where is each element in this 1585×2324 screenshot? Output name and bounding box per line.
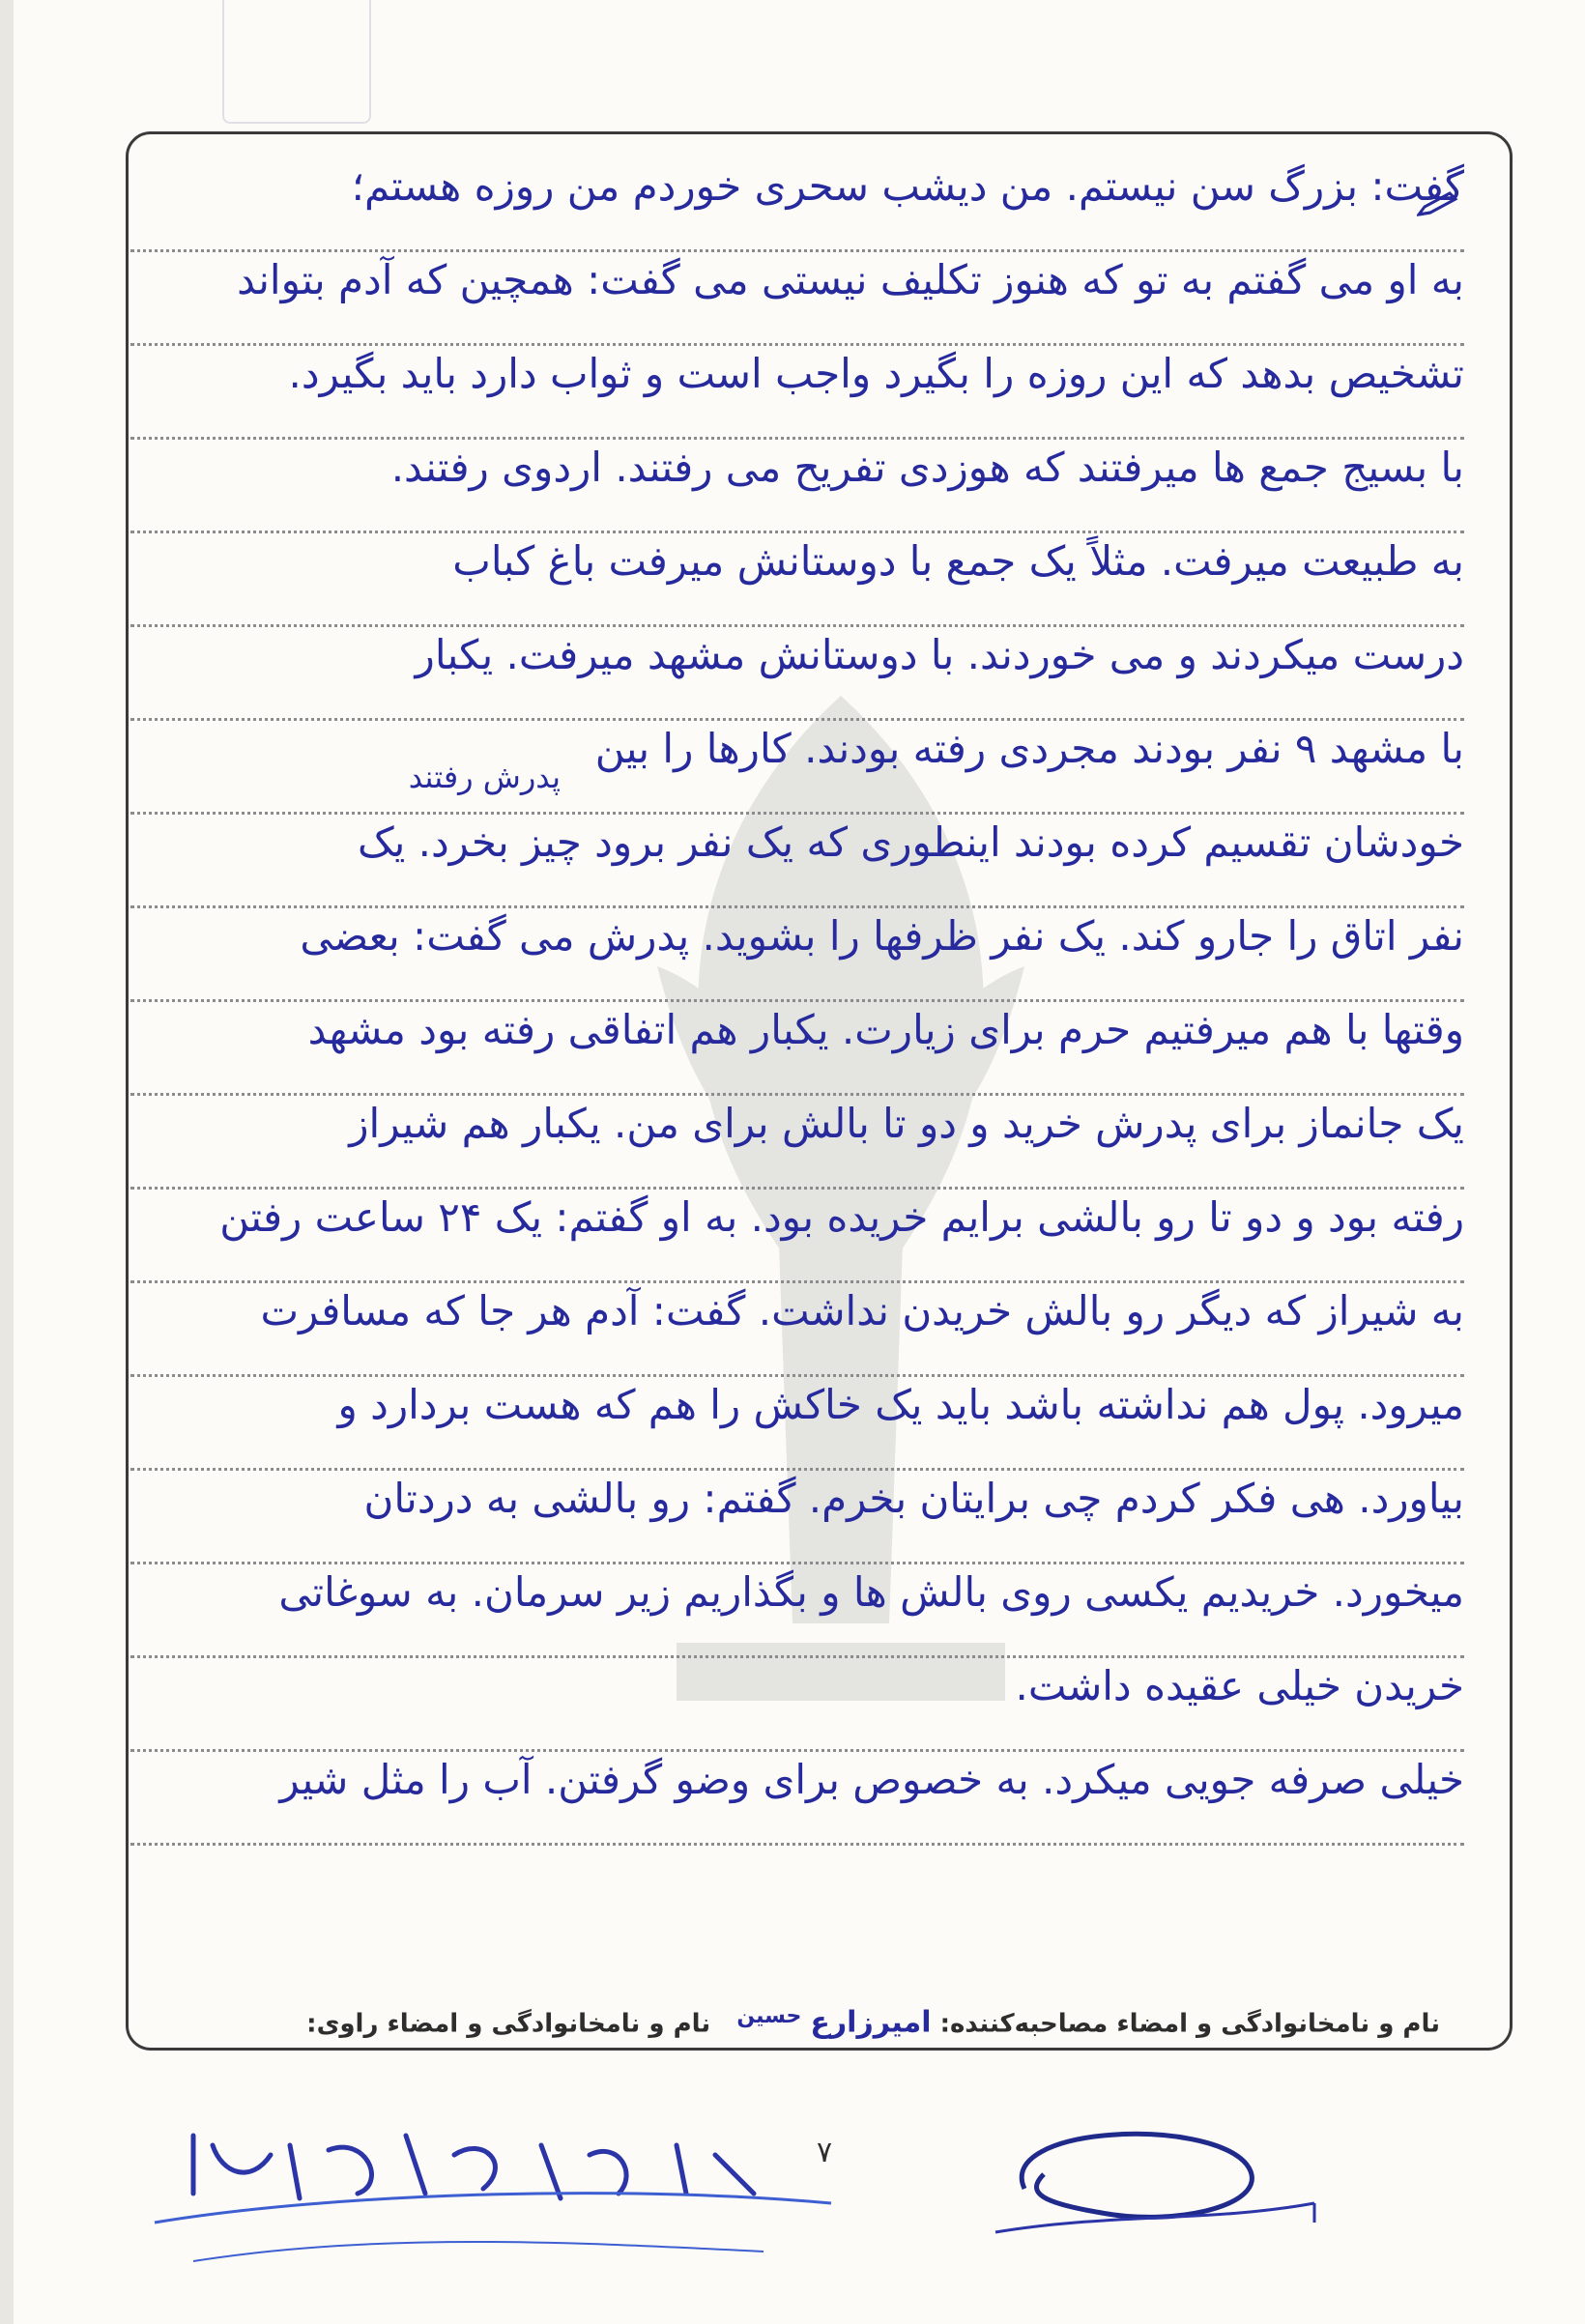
text-line-6: درست میکردند و می خوردند. با دوستانش مشهد میرفت. یکبار	[130, 628, 1464, 721]
text-line-16: میخورد. خریدیم یکسی روی بالش ها و بگذاریم زیر سرمان. به سوغاتی	[130, 1565, 1464, 1658]
text-line-4: با بسیج جمع ها میرفتند که هوزدی تفریح می رفتند. اردوی رفتند.	[130, 441, 1464, 533]
corner-stamp	[222, 0, 371, 124]
signature-right	[966, 2097, 1372, 2261]
text-line-1: گفت: بزرگ سن نیستم. من دیشب سحری خوردم من روزه هستم؛	[130, 159, 1464, 252]
text-line-11: یک جانماز برای پدرش خرید و دو تا بالش برای من. یکبار هم شیراز	[130, 1097, 1464, 1190]
text-line-15: بیاورد. هی فکر کردم چی برایتان بخرم. گفتم: رو بالشی به دردتان	[130, 1472, 1464, 1564]
text-line-9: نفر اتاق را جارو کند. یک نفر ظرفها را بشوید. پدرش می گفت: بعضی	[130, 909, 1464, 1002]
interline-note: پدرش رفتند	[408, 759, 561, 795]
text-line-8: خودشان تقسیم کرده بودند اینطوری که یک نفر برود چیز بخرد. یک	[130, 816, 1464, 908]
text-line-14: میرود. پول هم نداشته باشد باید یک خاکش را هم که هست بردارد و	[130, 1378, 1464, 1471]
scan-edge	[0, 0, 14, 2324]
text-line-13: به شیراز که دیگر رو بالش خریدن نداشت. گفت: آدم هر جا که مسافرت	[130, 1284, 1464, 1377]
interviewer-name-small: حسین	[736, 2004, 802, 2028]
text-line-10: وقتها با هم میرفتیم حرم برای زیارت. یکبار هم اتفاقی رفته بود مشهد	[130, 1003, 1464, 1096]
text-line-18: خیلی صرفه جویی میکرد. به خصوص برای وضو گرفتن. آب را مثل شیر	[130, 1753, 1464, 1846]
text-line-7: با مشهد ۹ نفر بودند مجردی رفته بودند. کارها را بین	[130, 722, 1464, 815]
text-line-5: به طبیعت میرفت. مثلاً یک جمع با دوستانش میرفت باغ کباب	[130, 534, 1464, 627]
text-line-3: تشخیص بدهد که این روزه را بگیرد واجب است و ثواب دارد باید بگیرد.	[130, 347, 1464, 440]
narrator-label: نام و نامخانوادگی و امضاء راوی:	[306, 2009, 711, 2039]
signature-left	[135, 2078, 850, 2271]
page-number: ۷	[817, 2136, 833, 2169]
text-line-2: به او می گفتم به تو که هنوز تکلیف نیستی می گفت: همچین که آدم بتواند	[130, 253, 1464, 346]
interviewer-name: امیرزارع	[810, 2005, 932, 2040]
text-line-17: خریدن خیلی عقیده داشت.	[130, 1659, 1464, 1752]
text-line-12: رفته بود و دو تا رو بالشی برایم خریده بود. به او گفتم: یک ۲۴ ساعت رفتن	[130, 1191, 1464, 1283]
footer-signature-labels	[87, 2004, 1440, 2040]
interviewer-label: نام و نامخانوادگی و امضاء مصاحبه‌کننده:	[939, 2009, 1440, 2039]
